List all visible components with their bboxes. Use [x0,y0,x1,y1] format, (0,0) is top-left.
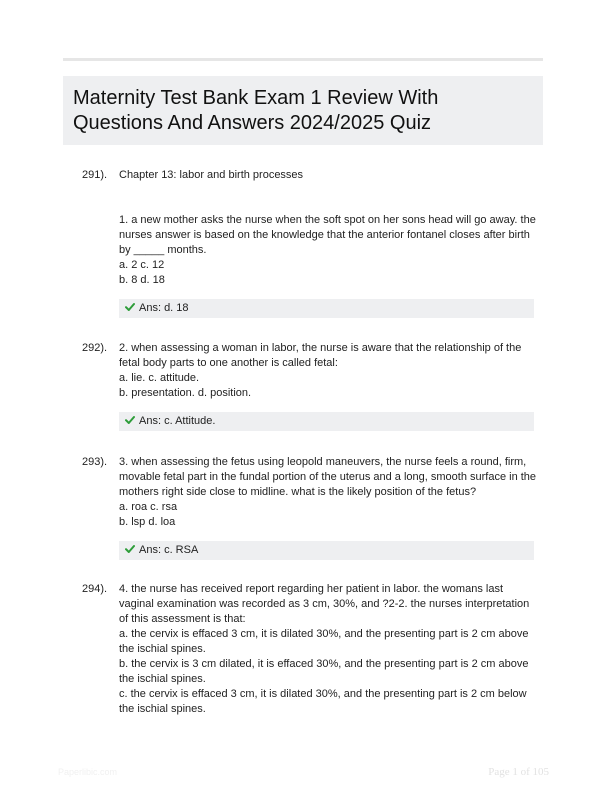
question-text [119,455,537,530]
question-number: 294). [82,583,108,595]
question-line: 3. when assessing the fetus using leopold maneuvers, the nurse feels a round, firm, movable fetal part in the fundal portion of the uterus and a long, smooth surface in the mothers right side close to midline. what is the likely position of the fetus? [119,456,537,498]
check-icon [125,544,135,554]
page-number: Page 1 of 105 [488,766,549,778]
option-line: b. 8 d. 18 [119,274,165,286]
option-line: a. roa c. rsa [119,501,178,513]
question-line: 1. a new mother asks the nurse when the soft spot on her sons head will go away. the nurses answer is based on the knowledge that the anterior fontanel closes after birth by _____ months. [119,214,536,256]
question-number: 292). [82,342,108,354]
question-line: Chapter 13: labor and birth processes [119,169,304,181]
answer-text: Ans: c. Attitude. [139,415,216,427]
check-icon [125,415,135,425]
option-line: c. the cervix is effaced 3 cm, it is dilated 30%, and the presenting part is 2 cm below the ischial spines. [119,688,527,715]
option-line: a. 2 c. 12 [119,259,165,271]
option-line: a. the cervix is effaced 3 cm, it is dilated 30%, and the presenting part is 2 cm above the ischial spines. [119,628,529,655]
answer-text: Ans: c. RSA [139,544,199,556]
document-title: Maternity Test Bank Exam 1 Review With Questions And Answers 2024/2025 Quiz [73,87,439,134]
option-line: b. presentation. d. position. [119,387,252,399]
question-number: 293). [82,456,108,468]
title-banner [63,76,543,145]
question-number: 291). [82,169,108,181]
option-line: b. the cervix is 3 cm dilated, it is effaced 30%, and the presenting part is 2 cm above the ischial spines. [119,658,529,685]
question-line: 2. when assessing a woman in labor, the nurse is aware that the relationship of the fetal body parts to one another is called fetal: [119,342,522,369]
top-divider [63,58,543,61]
answer-text: Ans: d. 18 [139,302,189,314]
question-text [119,213,537,288]
footer-site-watermark: Paperlibic.com [58,767,118,777]
option-line: a. lie. c. attitude. [119,372,200,384]
option-line: b. lsp d. loa [119,516,176,528]
answer-box [119,541,534,560]
question-line: 4. the nurse has received report regarding her patient in labor. the womans last vaginal examination was recorded as 3 cm, 30%, and ?2-2. the nurses interpretation of this assessment is that: [119,583,530,625]
answer-box [119,412,534,431]
answer-box [119,299,534,318]
question-text [119,582,537,717]
check-icon [125,302,135,312]
question-text [119,168,537,183]
question-text [119,341,537,401]
